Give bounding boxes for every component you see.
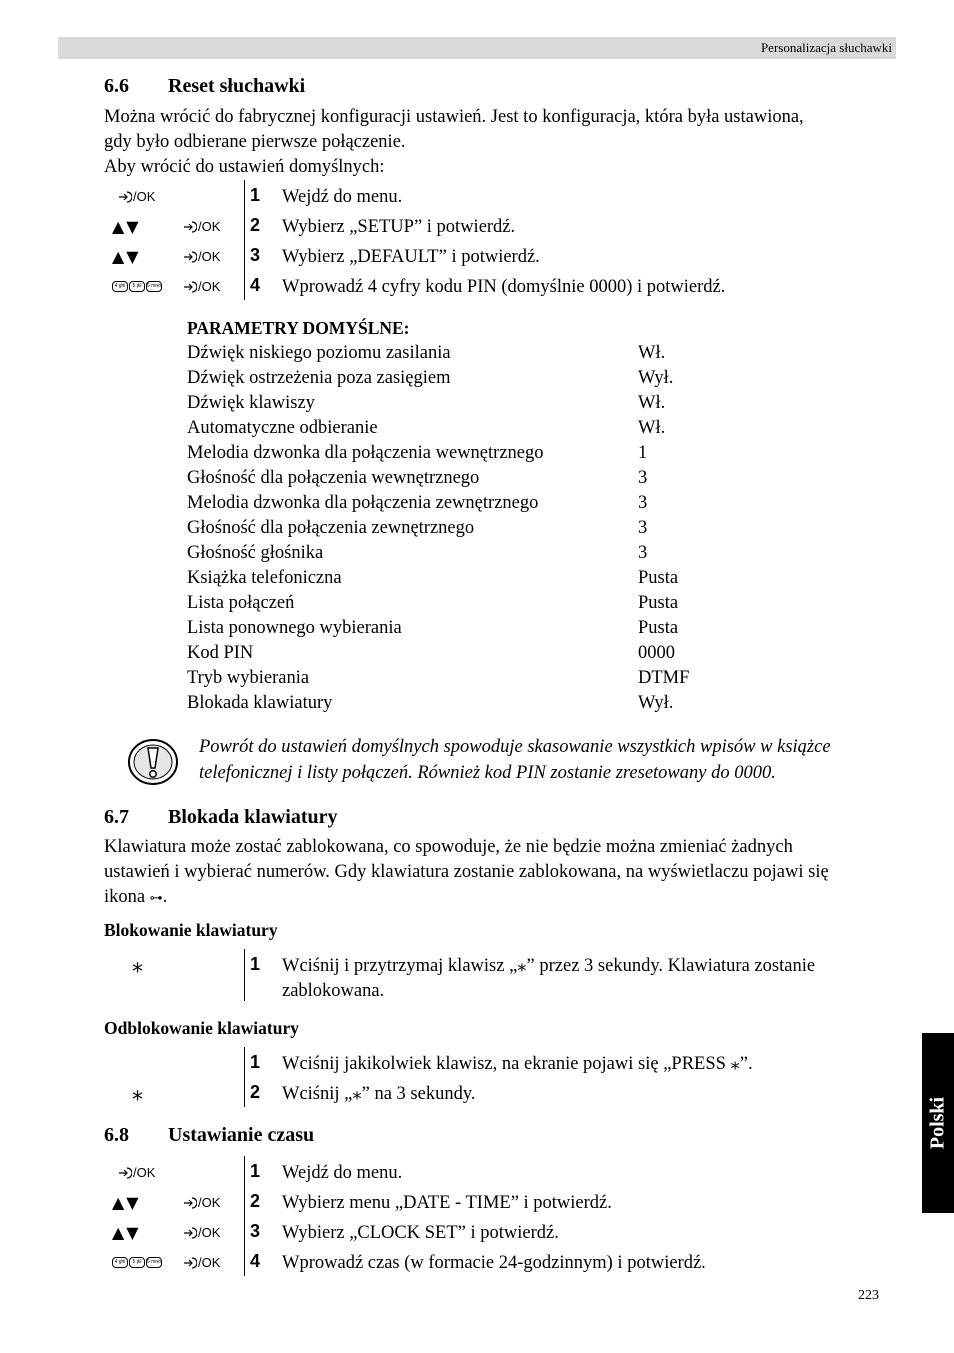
lock-steps xyxy=(104,953,904,1005)
table-row xyxy=(187,441,747,466)
step-text: Wejdź do menu. xyxy=(282,187,403,207)
section-6-8-heading xyxy=(104,1124,314,1147)
table-row xyxy=(187,591,747,616)
step-divider xyxy=(244,1156,245,1186)
ok-key-icon: /OK xyxy=(183,1255,220,1270)
step-keys xyxy=(104,1051,244,1081)
intro-line-2: gdy było odbierane pierwsze połączenie. xyxy=(104,132,406,152)
step-number: 1 xyxy=(250,185,261,205)
step-row xyxy=(104,184,904,214)
ok-key-icon: /OK xyxy=(118,189,155,204)
section-6-6-intro xyxy=(104,105,804,180)
param-value: Wł. xyxy=(638,393,666,413)
set-time-steps xyxy=(104,1160,904,1280)
param-name: Głośność głośnika xyxy=(187,543,324,563)
table-row xyxy=(187,616,747,641)
step-text: Wybierz „CLOCK SET” i potwierdź. xyxy=(282,1223,559,1243)
param-value: Pusta xyxy=(638,618,679,638)
table-row xyxy=(187,541,747,566)
step-keys xyxy=(104,274,244,304)
language-side-tab xyxy=(922,1033,954,1213)
table-row xyxy=(187,466,747,491)
step-text: Wprowadź 4 cyfry kodu PIN (domyślnie 0000) i potwierdź. xyxy=(282,277,726,297)
table-row xyxy=(187,341,747,366)
param-name: Lista połączeń xyxy=(187,593,295,613)
step-text: Wciśnij „⁎” na 3 sekundy. xyxy=(282,1084,476,1104)
page-header xyxy=(58,37,896,59)
reset-steps xyxy=(104,184,904,304)
param-value: Wył. xyxy=(638,693,674,713)
language-label: Polski xyxy=(926,1096,949,1150)
step-row xyxy=(104,1081,904,1111)
step-keys xyxy=(104,1160,244,1190)
intro-line-2: ustawień i wybierać numerów. Gdy klawiatura zostanie zablokowana, na wyświetlaczu pojawi się xyxy=(104,862,829,882)
step-text-line-2: zablokowana. xyxy=(282,981,385,1001)
ok-key-icon: /OK xyxy=(183,249,220,264)
param-name: Głośność dla połączenia wewnętrznego xyxy=(187,468,480,488)
param-name: Dźwięk klawiszy xyxy=(187,393,315,413)
param-name: Tryb wybierania xyxy=(187,668,310,688)
step-divider xyxy=(244,1246,245,1276)
up-down-arrows-icon: ▲▼ xyxy=(112,247,141,266)
param-name: Automatyczne odbieranie xyxy=(187,418,378,438)
ok-key-icon: /OK xyxy=(183,1195,220,1210)
unlock-steps xyxy=(104,1051,904,1111)
step-divider xyxy=(244,1186,245,1216)
step-divider xyxy=(244,240,245,270)
step-row xyxy=(104,244,904,274)
number-keys-icon: 4 ghi 5 jkl 6 mno xyxy=(112,281,162,292)
param-value: Wł. xyxy=(638,343,666,363)
step-text-line-1: Wciśnij i przytrzymaj klawisz „⁎” przez 3 sekundy. Klawiatura zostanie xyxy=(282,956,816,976)
step-text: Wejdź do menu. xyxy=(282,1163,403,1183)
param-name: Melodia dzwonka dla połączenia zewnętrznego xyxy=(187,493,539,513)
step-text: Wciśnij jakikolwiek klawisz, na ekranie pojawi się „PRESS ⁎”. xyxy=(282,1054,753,1074)
step-divider xyxy=(244,180,245,210)
param-value: 0000 xyxy=(638,643,675,663)
param-value: Pusta xyxy=(638,593,679,613)
param-name: Kod PIN xyxy=(187,643,254,663)
step-divider xyxy=(244,1047,245,1077)
step-text: Wybierz „SETUP” i potwierdź. xyxy=(282,217,516,237)
step-row xyxy=(104,1190,904,1220)
section-6-6-heading xyxy=(104,75,305,98)
step-number: 1 xyxy=(250,954,261,974)
step-keys xyxy=(104,244,244,274)
step-keys xyxy=(104,214,244,244)
step-number: 4 xyxy=(250,1251,261,1271)
param-value: Wł. xyxy=(638,418,666,438)
step-keys xyxy=(104,1190,244,1220)
table-row xyxy=(187,391,747,416)
step-number: 4 xyxy=(250,275,261,295)
param-name: Dźwięk ostrzeżenia poza zasięgiem xyxy=(187,368,451,388)
section-number: 6.7 xyxy=(104,806,129,828)
intro-line-1: Można wrócić do fabrycznej konfiguracji ustawień. Jest to konfiguracja, która była ustawiona, xyxy=(104,107,804,127)
up-down-arrows-icon: ▲▼ xyxy=(112,1193,141,1212)
ok-key-icon: /OK xyxy=(183,1225,220,1240)
step-row xyxy=(104,274,904,304)
step-number: 3 xyxy=(250,245,261,265)
step-number: 3 xyxy=(250,1221,261,1241)
step-row xyxy=(104,1250,904,1280)
table-row xyxy=(187,491,747,516)
param-value: Wył. xyxy=(638,368,674,388)
param-value: 1 xyxy=(638,443,648,463)
intro-line-3 xyxy=(104,885,829,911)
key-lock-icon: ⊶ xyxy=(149,891,163,906)
intro-line-3-text: ikona xyxy=(104,887,146,907)
default-parameters-table xyxy=(187,316,747,716)
warning-icon xyxy=(127,738,179,786)
default-parameters-title: PARAMETRY DOMYŚLNE: xyxy=(187,318,410,338)
section-6-7-intro xyxy=(104,835,829,911)
step-keys xyxy=(104,1081,244,1111)
param-name: Blokada klawiatury xyxy=(187,693,333,713)
param-value: Pusta xyxy=(638,568,679,588)
step-number: 2 xyxy=(250,1082,261,1102)
step-text: Wybierz „DEFAULT” i potwierdź. xyxy=(282,247,540,267)
step-number: 1 xyxy=(250,1161,261,1181)
header-title: Personalizacja słuchawki xyxy=(760,40,892,55)
param-name: Głośność dla połączenia zewnętrznego xyxy=(187,518,475,538)
step-row xyxy=(104,953,904,1005)
param-name: Dźwięk niskiego poziomu zasilania xyxy=(187,343,451,363)
step-keys xyxy=(104,1250,244,1280)
section-number: 6.6 xyxy=(104,75,129,97)
param-name: Melodia dzwonka dla połączenia wewnętrznego xyxy=(187,443,544,463)
step-row xyxy=(104,214,904,244)
lock-keypad-subheading: Blokowanie klawiatury xyxy=(104,920,278,940)
warning-line-2: telefonicznej i listy połączeń. Również kod PIN zostanie zresetowany do 0000. xyxy=(199,763,776,783)
param-value: 3 xyxy=(638,543,648,563)
table-row xyxy=(187,416,747,441)
param-name: Lista ponownego wybierania xyxy=(187,618,402,638)
section-number: 6.8 xyxy=(104,1124,129,1146)
param-value: 3 xyxy=(638,493,648,513)
step-divider xyxy=(244,949,245,1001)
step-keys xyxy=(104,184,244,214)
step-keys xyxy=(104,1220,244,1250)
step-number: 2 xyxy=(250,1191,261,1211)
step-divider xyxy=(244,210,245,240)
step-row xyxy=(104,1160,904,1190)
page-number: 223 xyxy=(858,1288,879,1303)
star-key-icon: ⁎ xyxy=(132,1081,143,1106)
unlock-keypad-subheading: Odblokowanie klawiatury xyxy=(104,1018,299,1038)
step-number: 2 xyxy=(250,215,261,235)
step-text xyxy=(282,954,902,1004)
step-text: Wprowadź czas (w formacie 24-godzinnym) i potwierdź. xyxy=(282,1253,706,1273)
warning-text xyxy=(199,734,899,786)
intro-line-3: Aby wrócić do ustawień domyślnych: xyxy=(104,157,385,177)
number-keys-icon: 4 ghi 5 jkl 6 mno xyxy=(112,1257,162,1268)
param-value: DTMF xyxy=(638,668,690,688)
table-row xyxy=(187,666,747,691)
warning-line-1: Powrót do ustawień domyślnych spowoduje skasowanie wszystkich wpisów w książce xyxy=(199,737,831,757)
step-number: 1 xyxy=(250,1052,261,1072)
ok-key-icon: /OK xyxy=(183,219,220,234)
intro-line-3-end: . xyxy=(162,887,168,907)
intro-line-1: Klawiatura może zostać zablokowana, co spowoduje, że nie będzie można zmieniać żadnych xyxy=(104,837,793,857)
step-divider xyxy=(244,270,245,300)
step-row xyxy=(104,1051,904,1081)
ok-key-icon: /OK xyxy=(183,279,220,294)
section-6-7-heading xyxy=(104,806,337,829)
up-down-arrows-icon: ▲▼ xyxy=(112,1223,141,1242)
param-value: 3 xyxy=(638,518,648,538)
star-key-icon: ⁎ xyxy=(132,953,143,978)
table-row xyxy=(187,691,747,716)
step-text: Wybierz menu „DATE - TIME” i potwierdź. xyxy=(282,1193,612,1213)
step-divider xyxy=(244,1077,245,1107)
table-row xyxy=(187,566,747,591)
ok-key-icon: /OK xyxy=(118,1165,155,1180)
section-title: Ustawianie czasu xyxy=(168,1124,315,1146)
step-keys xyxy=(104,953,244,983)
step-row xyxy=(104,1220,904,1250)
section-title: Reset słuchawki xyxy=(168,75,306,97)
param-value: 3 xyxy=(638,468,648,488)
table-row xyxy=(187,516,747,541)
table-row xyxy=(187,641,747,666)
table-row xyxy=(187,366,747,391)
param-name: Książka telefoniczna xyxy=(187,568,342,588)
section-title: Blokada klawiatury xyxy=(168,806,338,828)
step-divider xyxy=(244,1216,245,1246)
up-down-arrows-icon: ▲▼ xyxy=(112,217,141,236)
